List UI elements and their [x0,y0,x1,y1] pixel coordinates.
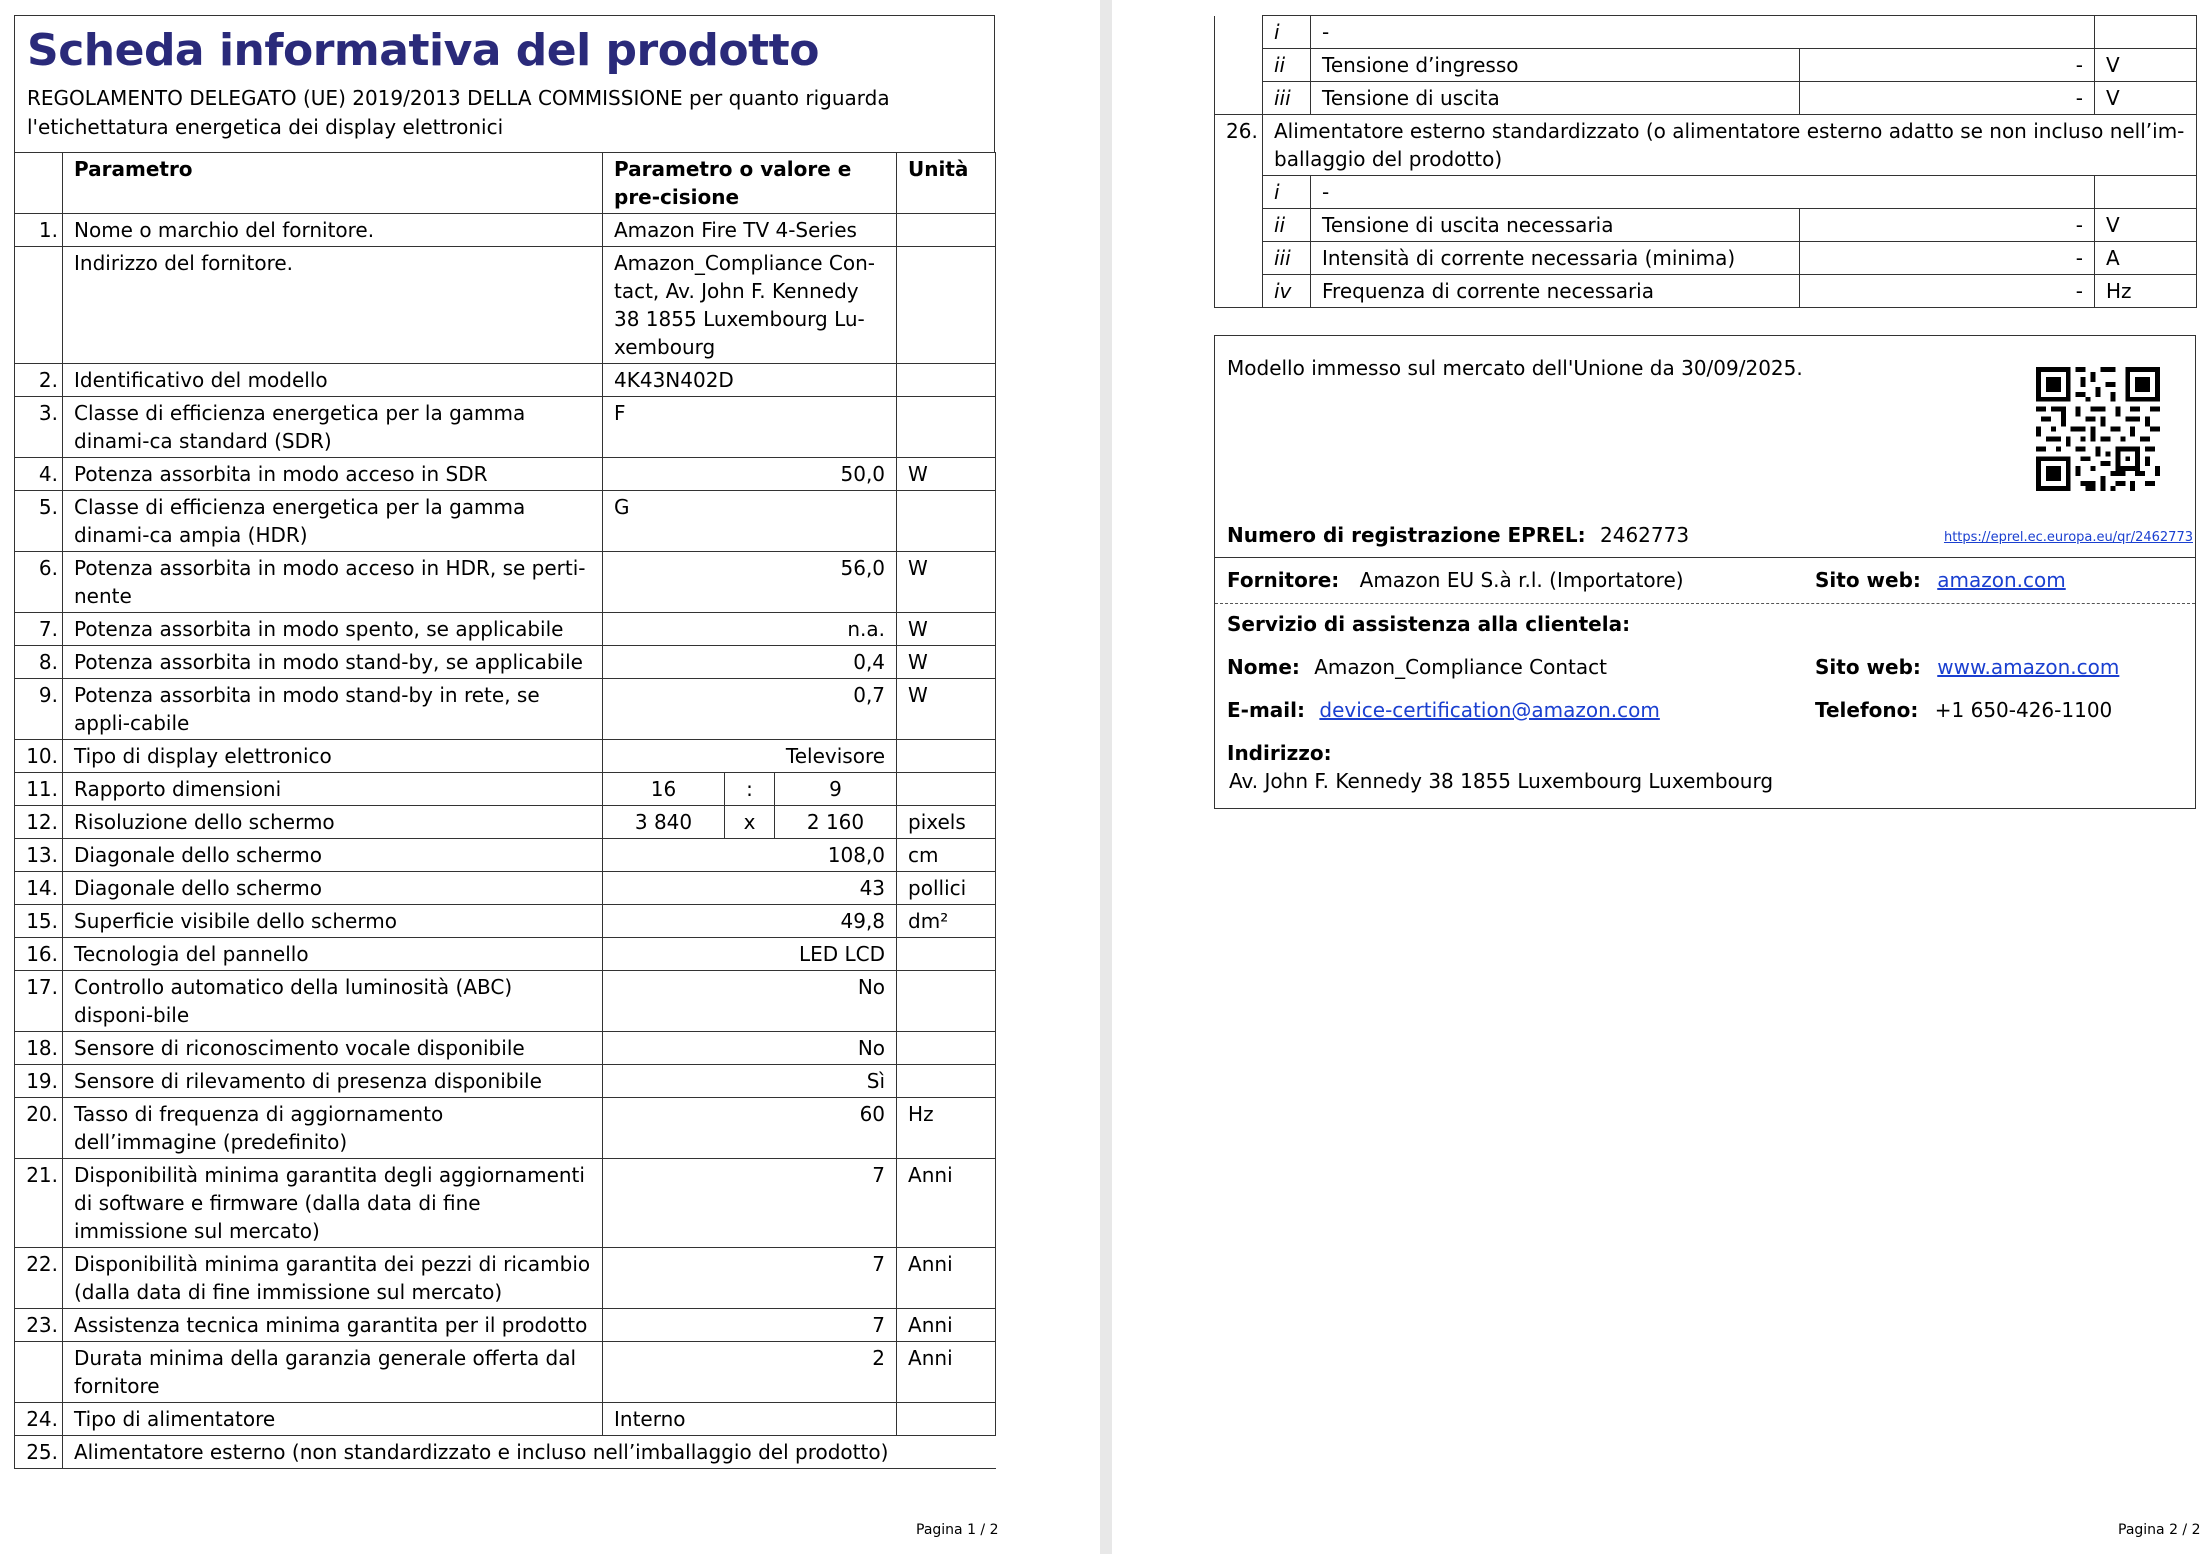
row-label: Potenza assorbita in modo acceso in HDR, se perti-nente [63,552,603,613]
row-number: 10. [15,740,63,773]
row-number: 2. [15,364,63,397]
row-value: - [1800,275,2095,308]
row-number: 5. [15,491,63,552]
row-number: 25. [15,1436,63,1469]
regulation-subtitle [27,84,982,142]
header-cell-value: Parametro o valore e pre-cisione [603,153,897,214]
row-value: 2 [603,1342,897,1403]
row-unit: cm [897,839,996,872]
row-unit: W [897,458,996,491]
service-name-row [1227,655,1607,679]
row-number [15,247,63,364]
supplier-website-link[interactable]: amazon.com [1937,568,2066,592]
row-value: 4K43N402D [603,364,897,397]
row-number: 12. [15,806,63,839]
row-unit [2095,176,2197,209]
name-value: Amazon_Compliance Contact [1314,655,1607,679]
page-number-1: Pagina 1 / 2 [916,1522,999,1538]
row-label: Intensità di corrente necessaria (minima) [1311,242,1800,275]
header-cell-unit: Unità [897,153,996,214]
row-number: 6. [15,552,63,613]
row-roman: iii [1263,242,1311,275]
table-row [15,552,996,613]
table-row [15,1436,996,1469]
email-row [1227,698,1660,722]
row-number [1215,16,1263,49]
row-value: G [603,491,897,552]
table-row [15,839,996,872]
table-row [15,646,996,679]
product-info-box [1214,335,2196,809]
row-label: Sensore di riconoscimento vocale disponibile [63,1032,603,1065]
row-unit [897,247,996,364]
row-unit [2095,16,2197,49]
row-value: 60 [603,1098,897,1159]
row-label: Potenza assorbita in modo spento, se applicabile [63,613,603,646]
table-row [15,938,996,971]
row-label: Diagonale dello schermo [63,839,603,872]
row-unit: Anni [897,1159,996,1248]
eprel-number: 2462773 [1600,523,1690,547]
table-row [15,1309,996,1342]
table-row [15,679,996,740]
table-row [15,1098,996,1159]
row-number [1215,49,1263,82]
row-value: 56,0 [603,552,897,613]
row-label: Durata minima della garanzia generale offerta dal fornitore [63,1342,603,1403]
row-unit: V [2095,82,2197,115]
row-label: Classe di efficienza energetica per la gamma dinami-ca ampia (HDR) [63,491,603,552]
row-label: Controllo automatico della luminosità (ABC) disponi-bile [63,971,603,1032]
table-row [15,458,996,491]
row-number: 19. [15,1065,63,1098]
row-value: - [1800,49,2095,82]
row-label: Tecnologia del pannello [63,938,603,971]
row-unit: W [897,679,996,740]
row-unit: pixels [897,806,996,839]
row-number: 23. [15,1309,63,1342]
row-unit: Hz [897,1098,996,1159]
row-number: 24. [15,1403,63,1436]
page-separator [1100,0,1112,1554]
row-number: 13. [15,839,63,872]
supplier-value: Amazon EU S.à r.l. (Importatore) [1359,568,1684,592]
table-row [15,971,996,1032]
email-label: E-mail: [1227,698,1306,722]
row-label: Tipo di display elettronico [63,740,603,773]
subtable-row [1215,176,2197,209]
market-date-text: Modello immesso sul mercato dell'Unione da 30/09/2025. [1227,356,1803,380]
power-supply-table [1214,15,2197,308]
row-label: Disponibilità minima garantita dei pezzi di ricambio (dalla data di fine immissione sul mercato) [63,1248,603,1309]
row-unit: V [2095,209,2197,242]
row-value: 7 [603,1248,897,1309]
row-number: 3. [15,397,63,458]
name-label: Nome: [1227,655,1300,679]
row-label: Tensione di uscita [1311,82,1800,115]
spec-table [14,152,996,1469]
row-label: Superficie visibile dello schermo [63,905,603,938]
website-label: Sito web: [1815,568,1921,592]
header-cell-number [15,153,63,214]
row-roman: i [1263,16,1311,49]
row-number [1215,275,1263,308]
row-label: Alimentatore esterno standardizzato (o alimentatore esterno adatto se non incluso nell’im-ballaggio del prodotto) [1263,115,2197,176]
row-value: 108,0 [603,839,897,872]
row-value: Amazon_Compliance Con-tact, Av. John F. Kennedy 38 1855 Luxembourg Lu-xembourg [603,247,897,364]
row-label: Alimentatore esterno (non standardizzato e incluso nell’imballaggio del prodotto) [63,1436,996,1469]
row-unit: W [897,646,996,679]
row-number [1215,176,1263,209]
row-unit [897,397,996,458]
subtable-row [1215,49,2197,82]
row-label: - [1311,176,2095,209]
row-unit [897,364,996,397]
row-label: - [1311,16,2095,49]
subtable-row [1215,275,2197,308]
table-row [15,214,996,247]
row-value: 50,0 [603,458,897,491]
row-unit [897,938,996,971]
row-unit [897,1403,996,1436]
table-row [15,773,996,806]
row-label: Tipo di alimentatore [63,1403,603,1436]
row-value: 0,7 [603,679,897,740]
row-unit: Anni [897,1309,996,1342]
row-number [15,1342,63,1403]
table-row [15,397,996,458]
supplier-row [1227,568,1684,592]
row-label: Tasso di frequenza di aggiornamento dell’immagine (predefinito) [63,1098,603,1159]
address-label: Indirizzo: [1227,741,1332,765]
row-number [1215,242,1263,275]
row-label: Risoluzione dello schermo [63,806,603,839]
service-website-link[interactable]: www.amazon.com [1937,655,2120,679]
eprel-link[interactable]: https://eprel.ec.europa.eu/qr/2462773 [1943,530,2193,545]
table-row [15,872,996,905]
row-value-a: 16 [603,773,725,806]
row-roman: ii [1263,209,1311,242]
row-number: 20. [15,1098,63,1159]
row-unit [897,740,996,773]
row-label: Nome o marchio del fornitore. [63,214,603,247]
row-number: 18. [15,1032,63,1065]
table-row [15,247,996,364]
table-row [15,1065,996,1098]
row-number: 17. [15,971,63,1032]
row-roman: iv [1263,275,1311,308]
service-website-row [1815,655,2119,679]
table-row [15,1248,996,1309]
table-row [15,740,996,773]
dashed-divider [1215,603,2195,604]
row-unit [897,491,996,552]
row-value: - [1800,242,2095,275]
address-value: Av. John F. Kennedy 38 1855 Luxembourg Luxembourg [1229,769,1774,793]
row-unit: V [2095,49,2197,82]
row-unit [897,971,996,1032]
row-value: No [603,1032,897,1065]
row-unit [897,214,996,247]
row-number: 16. [15,938,63,971]
phone-row [1815,698,2112,722]
row-value: Televisore [603,740,897,773]
row-value-separator: : [725,773,775,806]
document-header [14,15,995,152]
row-26 [1215,115,2197,176]
row-value-b: 2 160 [775,806,897,839]
row-number: 22. [15,1248,63,1309]
page-title: Scheda informativa del prodotto [27,25,819,76]
row-unit: dm² [897,905,996,938]
row-value: - [1800,82,2095,115]
row-value-a: 3 840 [603,806,725,839]
service-website-label: Sito web: [1815,655,1921,679]
table-row [15,613,996,646]
row-value: 7 [603,1309,897,1342]
row-unit: pollici [897,872,996,905]
row-unit: Anni [897,1248,996,1309]
row-value: n.a. [603,613,897,646]
page-1 [14,15,995,1469]
row-number: 4. [15,458,63,491]
row-label: Frequenza di corrente necessaria [1311,275,1800,308]
supplier-website-row [1815,568,2066,592]
row-number: 1. [15,214,63,247]
row-value: Sì [603,1065,897,1098]
table-row [15,1403,996,1436]
row-label: Assistenza tecnica minima garantita per il prodotto [63,1309,603,1342]
row-value: 49,8 [603,905,897,938]
phone-value: +1 650-426-1100 [1934,698,2113,722]
table-row [15,491,996,552]
row-label: Tensione di uscita necessaria [1311,209,1800,242]
subtable-row [1215,209,2197,242]
row-number: 26. [1215,115,1263,176]
row-unit: Anni [897,1342,996,1403]
table-row [15,905,996,938]
row-value: LED LCD [603,938,897,971]
row-label: Disponibilità minima garantita degli aggiornamenti di software e firmware (dalla data di fine immissione sul mercato) [63,1159,603,1248]
row-label: Identificativo del modello [63,364,603,397]
table-row [15,1032,996,1065]
subtable-row [1215,16,2197,49]
row-number: 9. [15,679,63,740]
row-number: 21. [15,1159,63,1248]
row-value-separator: x [725,806,775,839]
page-2 [1214,15,2196,308]
row-number [1215,209,1263,242]
header-cell-parameter: Parametro [63,153,603,214]
eprel-label: Numero di registrazione EPREL: [1227,523,1586,547]
row-label: Potenza assorbita in modo stand-by, se applicabile [63,646,603,679]
row-roman: i [1263,176,1311,209]
row-number: 15. [15,905,63,938]
row-value-b: 9 [775,773,897,806]
row-unit [897,773,996,806]
row-label: Sensore di rilevamento di presenza disponibile [63,1065,603,1098]
row-unit: Hz [2095,275,2197,308]
customer-service-title: Servizio di assistenza alla clientela: [1227,612,1631,636]
eprel-row [1227,523,1689,547]
row-unit [897,1032,996,1065]
row-value: No [603,971,897,1032]
row-number [1215,82,1263,115]
row-value: - [1800,209,2095,242]
row-unit: W [897,552,996,613]
row-number: 8. [15,646,63,679]
subtitle-line-1: REGOLAMENTO DELEGATO (UE) 2019/2013 DELLA COMMISSIONE per quanto riguarda [27,86,890,110]
row-label: Classe di efficienza energetica per la gamma dinami-ca standard (SDR) [63,397,603,458]
table-row [15,1159,996,1248]
row-label: Diagonale dello schermo [63,872,603,905]
row-value: Interno [603,1403,897,1436]
row-label: Potenza assorbita in modo stand-by in rete, se appli-cabile [63,679,603,740]
row-roman: ii [1263,49,1311,82]
table-row [15,364,996,397]
table-header-row [15,153,996,214]
divider [1215,557,2195,558]
row-number: 11. [15,773,63,806]
row-value: 43 [603,872,897,905]
row-unit: W [897,613,996,646]
subtable-row [1215,82,2197,115]
table-row [15,1342,996,1403]
page-number-2: Pagina 2 / 2 [2118,1522,2201,1538]
table-row [15,806,996,839]
email-link[interactable]: device-certification@amazon.com [1319,698,1660,722]
row-label: Tensione d’ingresso [1311,49,1800,82]
row-unit [897,1065,996,1098]
supplier-label: Fornitore: [1227,568,1340,592]
row-value: 7 [603,1159,897,1248]
row-unit: A [2095,242,2197,275]
row-value: F [603,397,897,458]
subtitle-line-2: l'etichettatura energetica dei display elettronici [27,115,504,139]
row-label: Rapporto dimensioni [63,773,603,806]
row-number: 7. [15,613,63,646]
subtable-row [1215,242,2197,275]
phone-label: Telefono: [1815,698,1919,722]
row-roman: iii [1263,82,1311,115]
qr-code[interactable] [2036,367,2160,491]
row-label: Potenza assorbita in modo acceso in SDR [63,458,603,491]
row-value: 0,4 [603,646,897,679]
row-label: Indirizzo del fornitore. [63,247,603,364]
row-value: Amazon Fire TV 4-Series [603,214,897,247]
row-number: 14. [15,872,63,905]
